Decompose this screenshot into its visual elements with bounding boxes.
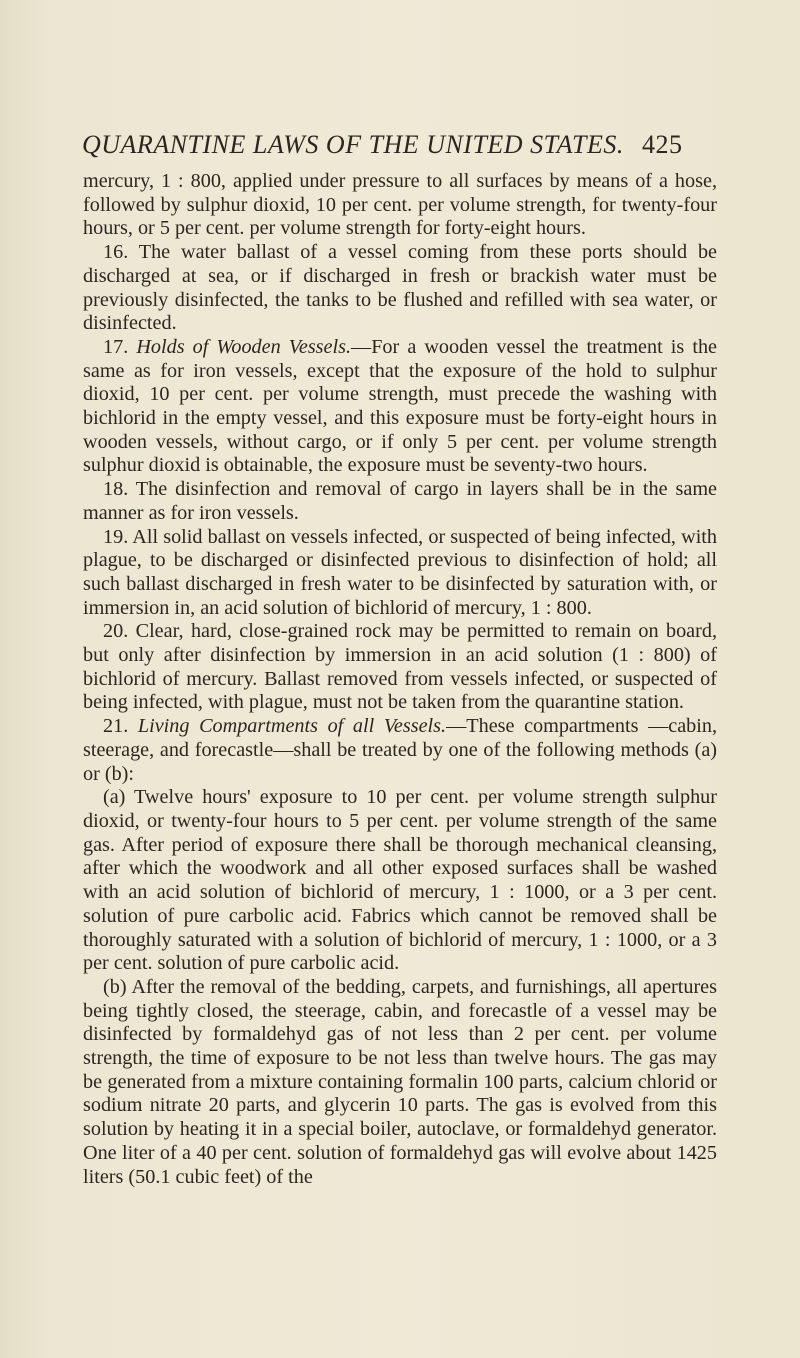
running-header [82,130,722,160]
paragraph-21: 21. Living Compartments of all Vessels.—These compartments —cabin, steerage, and forecastle—shall be treated by one of the following methods (a) or (b): [83,715,718,785]
paragraph-16: 16. The water ballast of a vessel coming from these ports should be discharged at sea, or if discharged in fresh or brackish water must be previously disinfected, the tanks to be flushed and refilled with sea water, or disinfected. [83,241,717,335]
page-body [83,170,717,1189]
paragraph-method-a: (a) Twelve hours' exposure to 10 per cent. per volume strength sulphur dioxid, or twenty-four hours to 5 per cent. per volume strength of the same gas. After period of exposure there shall be thorough mechanical cleansing, after which the woodwork and all other exposed surfaces shall be washed with an acid solution of bichlorid of mercury, 1 : 1000, or a 3 per cent. solution of pure carbolic acid. Fabrics which cannot be removed shall be thoroughly saturated with a solution of bichlorid of mercury, 1 : 1000, or a 3 per cent. solution of pure carbolic acid. [83,786,717,975]
running-title: QUARANTINE LAWS OF THE UNITED STATES. [82,130,624,159]
paragraph-continuation: mercury, 1 : 800, applied under pressure to all surfaces by means of a hose, followed by sulphur dioxid, 10 per cent. per volume strength, for twenty-four hours, or 5 per cent. per volume strength for forty-eight hours. [83,170,717,240]
paragraph-method-b: (b) After the removal of the bedding, carpets, and furnishings, all apertures being tightly closed, the steerage, cabin, and forecastle of a vessel may be disinfected by formaldehyd gas of not less than 2 per cent. per volume strength, the time of exposure to be not less than twelve hours. The gas may be generated from a mixture containing formalin 100 parts, calcium chlorid or sodium nitrate 20 parts, and glycerin 10 parts. The gas is evolved from this solution by heating it in a special boiler, autoclave, or formaldehyd generator. One liter of a 40 per cent. solution of formaldehyd gas will evolve about 1425 liters (50.1 cubic feet) of the [83,975,717,1188]
paragraph-18: 18. The disinfection and removal of cargo in layers shall be in the same manner as for iron vessels. [83,478,717,524]
paragraph-19: 19. All solid ballast on vessels infected, or suspected of being infected, with plague, to be discharged or disinfected previous to disinfection of hold; all such ballast discharged in fresh water to be disinfected by saturation with, or immersion in, an acid solution of bichlorid of mercury, 1 : 800. [83,525,717,619]
section-title-holds: Holds of Wooden Vessels. [136,335,352,358]
page-number: 425 [642,130,683,159]
section-title-living: Living Compartments of all Vessels. [137,715,447,738]
paragraph-17: 17. Holds of Wooden Vessels.—For a wooden vessel the treatment is the same as for iron vessels, except that the exposure of the hold to sulphur dioxid, 10 per cent. per volume strength, must precede the washing with bichlorid in the empty vessel, and this exposure must be forty-eight hours in wooden vessels, without cargo, or if only 5 per cent. per volume strength sulphur dioxid is obtainable, the exposure must be seventy-two hours. [83,335,717,477]
paragraph-20: 20. Clear, hard, close-grained rock may be permitted to remain on board, but only after disinfection by immersion in an acid solution (1 : 800) of bichlorid of mercury. Ballast removed from vessels infected, or suspected of being infected, with plague, must not be taken from the quarantine station. [83,620,717,714]
